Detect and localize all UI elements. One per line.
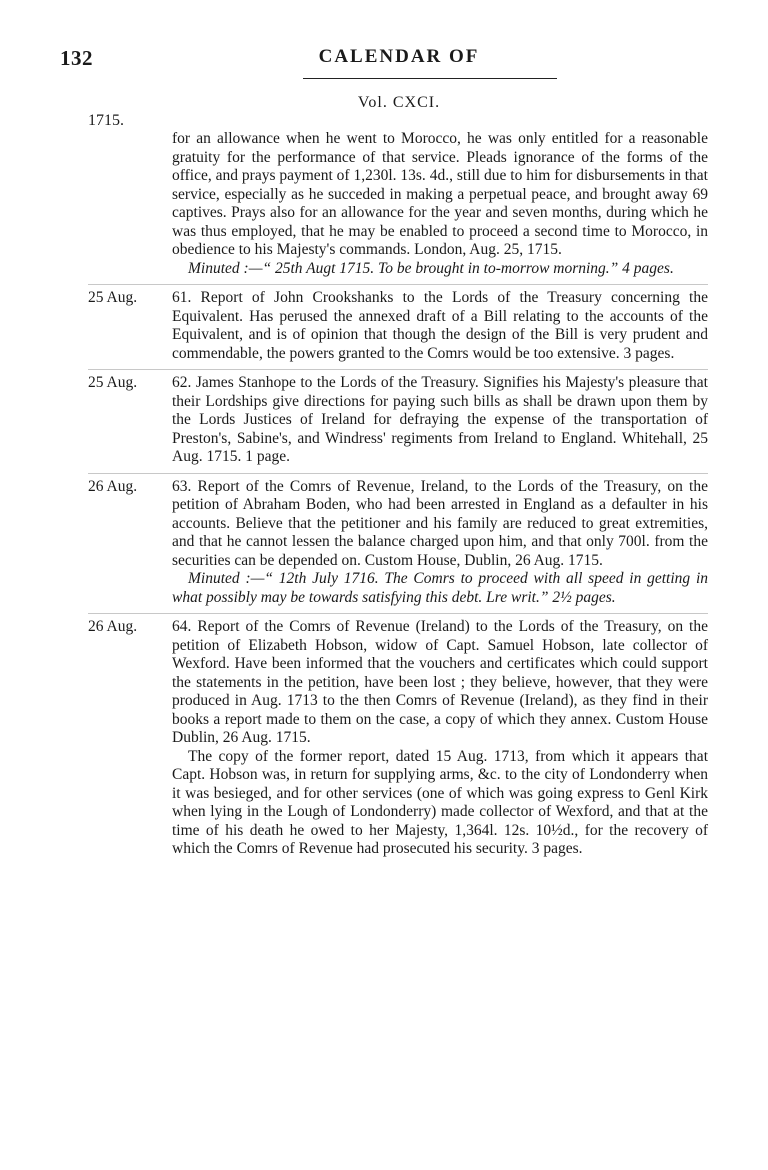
entry-paragraph: The copy of the former report, dated 15 Aug. 1713, from which it appears that Capt. Hobson was, in return for supplying arms, &c. to the city of Londonderry when it was besieged, and for other services (one of which was going express to Genl Kirk when lying in the Lough of Londonderry) made collector of Wexford, and that at the time of his death he owed to her Majesty, 1,364l. 12s. 10½d., for the recovery of which the Comrs of Revenue had prosecuted his security. 3 pages.: [172, 747, 708, 857]
running-title: CALENDAR OF: [318, 46, 480, 67]
entry-date: 25 Aug.: [88, 374, 138, 391]
entry-paragraph: for an allowance when he went to Morocco, he was only entitled for a reasonable gratuity for the performance of that service. Pleads ignorance of the forms of the office, and prays payment of 1,230l. 13s. 4d., still due to him for disbursements in that service, especially as he succeded in making a perpetual peace, and brought away 69 captives. Prays also for an allowance for the year and seven months, during which he was thus employed, that he may be enabled to proceed a second time to Morocco, in obedience to his Majesty's commands. London, Aug. 25, 1715.: [172, 130, 708, 258]
entry-date: 26 Aug.: [88, 618, 138, 635]
year-margin-note: 1715.: [88, 112, 124, 129]
entry-64: [88, 614, 708, 865]
entry-date: 25 Aug.: [88, 289, 138, 306]
entry-date: 26 Aug.: [88, 477, 138, 495]
page-number: 132: [60, 46, 93, 70]
entry-61: [88, 285, 708, 370]
entry-62: [88, 370, 708, 474]
entry-paragraph: 64. Report of the Comrs of Revenue (Ireland) to the Lords of the Treasury, on the petition of Elizabeth Hobson, widow of Capt. Samuel Hobson, late collector of Wexford. Have been informed that the vouchers and certificates which could support the statements in the petition, have been lost ; they believe, however, that they were produced in Aug. 1713 to the then Comrs of Revenue (Ireland), as they find in their books a report made to them on the case, a copy of which they annex. Custom House Dublin, 26 Aug. 1715.: [172, 618, 708, 746]
entry-continued: [88, 130, 708, 285]
entry-paragraph: 62. James Stanhope to the Lords of the Treasury. Signifies his Majesty's pleasure that their Lordships give directions for paying such bills as shall be drawn upon them by the Lords Justices of Ireland for defraying the expense of the transportation of Preston's, Sabine's, and Windress' regiments from Ireland to England. Whitehall, 25 Aug. 1715. 1 page.: [172, 374, 708, 465]
header-rule: [303, 78, 557, 79]
minuted-note: Minuted :—“ 12th July 1716. The Comrs to proceed with all speed in getting in what possibly may be towards satisfying this debt. Lre writ.” 2½ pages.: [172, 570, 708, 606]
entry-paragraph: 61. Report of John Crookshanks to the Lords of the Treasury concerning the Equivalent. Has perused the annexed draft of a Bill relating to the accounts of the Equivalent, and is of opinion that though the design of the Bill is very prudent and commendable, the powers granted to the Comrs would be too extensive. 3 pages.: [172, 289, 708, 362]
minuted-note: Minuted :—“ 25th Augt 1715. To be brought in to-morrow morning.” 4 pages.: [188, 259, 674, 277]
entry-63: [88, 474, 708, 615]
calendar-entries: [0, 130, 768, 865]
volume-heading: Vol. CXCI.: [357, 94, 441, 111]
entry-paragraph: 63. Report of the Comrs of Revenue, Ireland, to the Lords of the Treasury, on the petition of Abraham Boden, who had been arrested in England as a defaulter in his accounts. Believe that the petitioner and his family are reduced to great extremities, and that he cannot lessen the balance charged upon him, and that only 700l. from the securities can be depended on. Custom House, Dublin, 26 Aug. 1715.: [172, 477, 708, 569]
